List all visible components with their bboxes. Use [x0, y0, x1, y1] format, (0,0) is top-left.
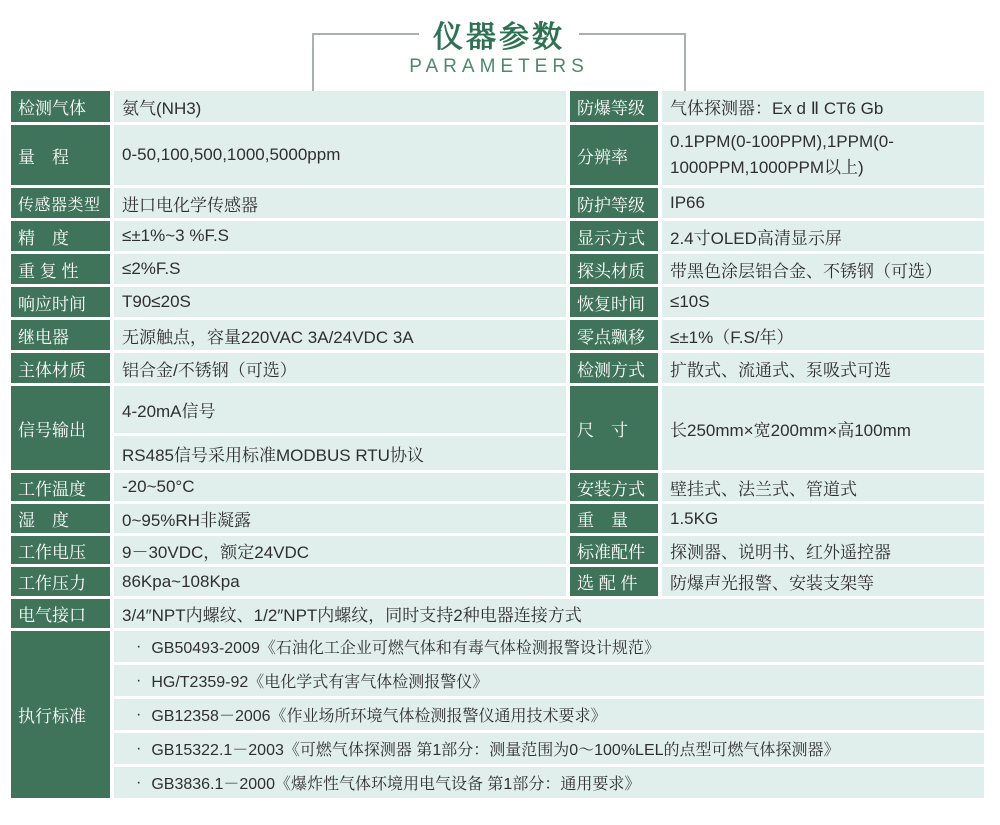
spec-label-sensor-type: 传感器类型: [11, 188, 110, 218]
standard-item-text: HG/T2359-92《电化学式有害气体检测报警仪》: [151, 674, 489, 691]
spec-label-operating-voltage: 工作电压: [11, 536, 110, 564]
spec-value-operating-voltage: 9－30VDC，额定24VDC: [114, 536, 566, 564]
spec-label-explosion-proof: 防爆等级: [570, 91, 658, 122]
standard-item-text: GB3836.1－2000《爆炸性气体环境用电气设备 第1部分：通用要求》: [151, 776, 641, 793]
spec-label-probe-material: 探头材质: [570, 254, 658, 284]
spec-value-operating-temp: -20~50°C: [114, 473, 566, 501]
spec-table: [11, 91, 984, 798]
spec-label-dimensions: 尺 寸: [570, 386, 658, 470]
spec-label-detection-gas: 检测气体: [11, 91, 110, 122]
spec-value-dimensions: 长250mm×宽200mm×高100mm: [662, 386, 984, 470]
spec-label-resolution: 分辨率: [570, 125, 658, 185]
spec-value-range: 0-50,100,500,1000,5000ppm: [114, 125, 566, 185]
standard-item: [114, 631, 984, 662]
spec-value-explosion-proof: 气体探测器：Ex d Ⅱ CT6 Gb: [662, 91, 984, 122]
spec-value-detection-mode: 扩散式、流通式、泵吸式可选: [662, 353, 984, 383]
spec-value-detection-gas: 氨气(NH3): [114, 91, 566, 122]
spec-value-response-time: T90≤20S: [114, 287, 566, 317]
bullet-icon: ·: [136, 671, 142, 689]
spec-label-mounting: 安装方式: [570, 473, 658, 501]
spec-value-repeatability: ≤2%F.S: [114, 254, 566, 284]
spec-value-weight: 1.5KG: [662, 504, 984, 533]
page-subtitle: PARAMETERS: [409, 56, 589, 77]
spec-label-signal-output: 信号输出: [11, 386, 110, 470]
standard-item: [114, 665, 984, 696]
spec-value-mounting: 壁挂式、法兰式、管道式: [662, 473, 984, 501]
spec-label-response-time: 响应时间: [11, 287, 110, 317]
spec-label-relay: 继电器: [11, 320, 110, 350]
bullet-icon: ·: [136, 705, 142, 723]
page-title: 仪器参数: [419, 12, 579, 56]
bullet-icon: ·: [136, 637, 142, 655]
spec-value-zero-drift: ≤±1%（F.S/年）: [662, 320, 984, 350]
spec-value-signal-output-1: 4-20mA信号: [114, 386, 566, 433]
spec-value-body-material: 铝合金/不锈钢（可选）: [114, 353, 566, 383]
standard-item: [114, 767, 984, 798]
bullet-icon: ·: [136, 739, 142, 757]
spec-value-probe-material: 带黑色涂层铝合金、不锈钢（可选）: [662, 254, 984, 284]
spec-value-standard-accessories: 探测器、说明书、红外遥控器: [662, 536, 984, 564]
spec-label-optional-accessories: 选 配 件: [570, 567, 658, 596]
standard-item: [114, 733, 984, 764]
bullet-icon: ·: [136, 773, 142, 791]
spec-label-body-material: 主体材质: [11, 353, 110, 383]
spec-label-electrical-interface: 电气接口: [11, 599, 110, 628]
spec-value-accuracy: ≤±1%~3 %F.S: [114, 221, 566, 251]
spec-label-operating-temp: 工作温度: [11, 473, 110, 501]
spec-label-accuracy: 精 度: [11, 221, 110, 251]
spec-label-zero-drift: 零点飘移: [570, 320, 658, 350]
spec-value-operating-pressure: 86Kpa~108Kpa: [114, 567, 566, 596]
spec-label-protection-rating: 防护等级: [570, 188, 658, 218]
spec-value-optional-accessories: 防爆声光报警、安装支架等: [662, 567, 984, 596]
spec-value-electrical-interface: 3/4″NPT内螺纹、1/2″NPT内螺纹，同时支持2种电器连接方式: [114, 599, 984, 628]
spec-value-humidity: 0~95%RH非凝露: [114, 504, 566, 533]
spec-label-standards: 执行标准: [11, 631, 110, 798]
spec-label-repeatability: 重 复 性: [11, 254, 110, 284]
spec-label-range: 量 程: [11, 125, 110, 185]
standard-item-text: GB15322.1－2003《可燃气体探测器 第1部分：测量范围为0～100%LEL的点型可燃气体探测器》: [151, 742, 840, 759]
standard-item-text: GB50493-2009《石油化工企业可燃气体和有毒气体检测报警设计规范》: [151, 640, 660, 657]
spec-label-display-type: 显示方式: [570, 221, 658, 251]
spec-value-display-type: 2.4寸OLED高清显示屏: [662, 221, 984, 251]
spec-label-detection-mode: 检测方式: [570, 353, 658, 383]
standard-item: [114, 699, 984, 730]
spec-label-humidity: 湿 度: [11, 504, 110, 533]
spec-value-resolution: 0.1PPM(0-100PPM),1PPM(0-1000PPM,1000PPM以上): [662, 125, 984, 185]
spec-label-recovery-time: 恢复时间: [570, 287, 658, 317]
standard-item-text: GB12358－2006《作业场所环境气体检测报警仪通用技术要求》: [151, 708, 607, 725]
spec-value-relay: 无源触点，容量220VAC 3A/24VDC 3A: [114, 320, 566, 350]
spec-label-operating-pressure: 工作压力: [11, 567, 110, 596]
spec-label-weight: 重 量: [570, 504, 658, 533]
spec-value-recovery-time: ≤10S: [662, 287, 984, 317]
spec-value-protection-rating: IP66: [662, 188, 984, 218]
spec-value-signal-output-2: RS485信号采用标准MODBUS RTU协议: [114, 436, 566, 470]
spec-label-standard-accessories: 标准配件: [570, 536, 658, 564]
spec-value-sensor-type: 进口电化学传感器: [114, 188, 566, 218]
title-frame: [312, 21, 686, 91]
